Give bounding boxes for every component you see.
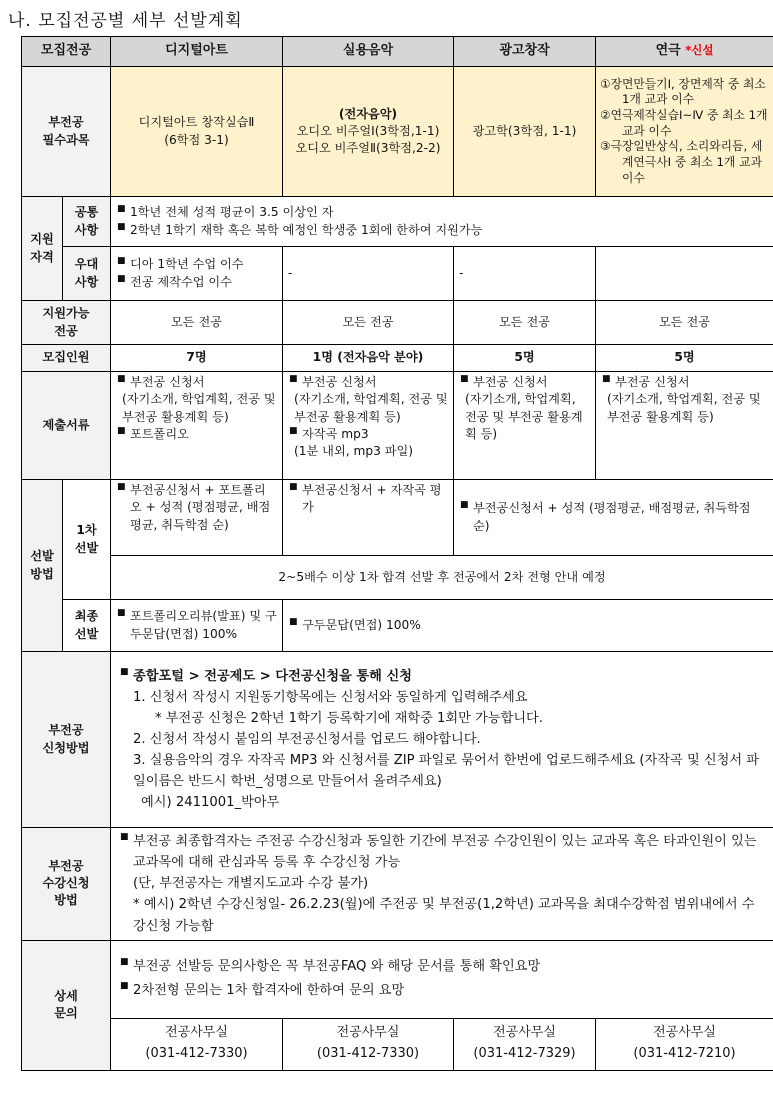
header-theater: 연극 *신설 <box>596 37 773 67</box>
office-row <box>22 1018 773 1070</box>
quota-label: 모집인원 <box>22 345 111 372</box>
first-selection-note-row <box>22 556 773 600</box>
documents-digital: ■ 부전공 신청서 (자기소개, 학업계획, 전공 및 부전공 활용계획 등) ■ 포트폴리오 <box>111 372 283 480</box>
selection-label: 선발 방법 <box>22 480 63 652</box>
office-phone: (031-412-7330) <box>316 1046 420 1062</box>
required-row <box>22 67 773 197</box>
header-digital-art: 디지털아트 <box>111 37 283 67</box>
preference-row <box>22 247 773 301</box>
common-row <box>22 197 773 247</box>
required-label: 부전공 필수과목 <box>22 67 111 197</box>
contact-row <box>22 940 773 1018</box>
office-digital: 전공사무실 (031-412-7330) <box>111 1018 283 1070</box>
preference-label: 우대 사항 <box>63 247 111 301</box>
eligible-music: 모든 전공 <box>283 301 454 345</box>
office-theater: 전공사무실 (031-412-7210) <box>596 1018 773 1070</box>
first-selection-digital: ■ 부전공신청서 + 포트폴리오 + 성적 (평점평균, 배점평균, 취득학점 순) <box>111 480 283 556</box>
eligible-ad: 모든 전공 <box>454 301 596 345</box>
qualification-label: 지원 자격 <box>22 197 63 301</box>
preference-digital: ■ 디아 1학년 수업 이수 ■ 전공 제작수업 이수 <box>111 247 283 301</box>
preference-ad: - <box>454 247 596 301</box>
preference-theater <box>596 247 773 301</box>
eligible-digital: 모든 전공 <box>111 301 283 345</box>
selection-plan-table <box>21 36 773 1071</box>
header-major-label: 모집전공 <box>22 37 111 67</box>
documents-label: 제출서류 <box>22 372 111 480</box>
apply-row <box>22 652 773 828</box>
final-selection-label: 최종 선발 <box>63 600 111 652</box>
course-reg-row <box>22 828 773 941</box>
office-phone: (031-412-7330) <box>145 1046 248 1062</box>
quota-digital: 7명 <box>111 345 283 372</box>
quota-music: 1명 (전자음악 분야) <box>283 345 454 372</box>
documents-theater: ■ 부전공 신청서 (자기소개, 학업계획, 전공 및 부전공 활용계획 등) <box>596 372 773 480</box>
final-selection-row <box>22 600 773 652</box>
first-selection-note: 2~5배수 이상 1차 합격 선발 후 전공에서 2차 전형 안내 예정 <box>111 556 773 600</box>
contact-notes: ■ 부전공 선발등 문의사항은 꼭 부전공FAQ 와 해당 문서를 통해 확인요망 ■ 2차전형 문의는 1차 합격자에 한하여 문의 요망 <box>111 940 773 1018</box>
documents-row <box>22 372 773 480</box>
new-tag: *신설 <box>685 43 714 58</box>
documents-music: ■ 부전공 신청서 (자기소개, 학업계획, 전공 및 부전공 활용계획 등) ■ 자작곡 mp3 (1분 내외, mp3 파일) <box>283 372 454 480</box>
first-selection-row <box>22 480 773 556</box>
header-applied-music: 실용음악 <box>283 37 454 67</box>
first-selection-ad-theater: ■ 부전공신청서 + 성적 (평점평균, 배점평균, 취득학점 순) <box>454 480 773 556</box>
apply-label: 부전공 신청방법 <box>22 652 111 828</box>
contact-label: 상세 문의 <box>22 940 111 1070</box>
page-title: 나. 모집전공별 세부 선발계획 <box>8 11 243 31</box>
required-theater: ①장면만들기Ⅰ, 장면제작 중 최소 1개 교과 이수 ②연극제작실습Ⅰ~Ⅳ 중 최소 1개교과 이수 ③극장일반상식, 소리와리듬, 세계연극사Ⅰ 중 최소 1개 교과 이수 <box>596 67 773 197</box>
required-ad: 광고학(3학점, 1-1) <box>454 67 596 197</box>
apply-method: ■ 종합포털 > 전공제도 > 다전공신청을 통해 신청 1. 신청서 작성시 지원동기항목에는 신청서와 동일하게 입력해주세요 * 부전공 신청은 2학년 1학기 등록학기에 재학중 1회만 가능합니다. 2. 신청서 작성시 붙임의 부전공신청서를 업로드 해야합니다. 3. 실용음악의 경우 자작곡 MP3 와 신청서를 ZIP 파일로 묶어서 한번에 업로드해주세요 (자작곡 및 신청서 파일이름은 반드시 학번_성명으로 만들어서 올려주세요) 예시) 2411001_박아무 <box>111 652 773 828</box>
office-ad: 전공사무실 (031-412-7329) <box>454 1018 596 1070</box>
header-ad-creation: 광고창작 <box>454 37 596 67</box>
first-selection-music: ■ 부전공신청서 + 자작곡 평가 <box>283 480 454 556</box>
office-phone: (031-412-7210) <box>633 1046 736 1062</box>
final-selection-other: ■ 구두문답(면접) 100% <box>283 600 773 652</box>
final-selection-digital: ■ 포트폴리오리뷰(발표) 및 구두문답(면접) 100% <box>111 600 283 652</box>
quota-ad: 5명 <box>454 345 596 372</box>
course-reg-label: 부전공 수강신청 방법 <box>22 828 111 941</box>
office-phone: (031-412-7329) <box>473 1046 576 1062</box>
required-digital: 디지털아트 창작실습Ⅱ (6학점 3-1) <box>111 67 283 197</box>
quota-theater: 5명 <box>596 345 773 372</box>
quota-row <box>22 345 773 372</box>
first-selection-label: 1차 선발 <box>63 480 111 600</box>
documents-ad: ■ 부전공 신청서 (자기소개, 학업계획, 전공 및 부전공 활용계획 등) <box>454 372 596 480</box>
required-music: (전자음악) 오디오 비주얼Ⅰ(3학점,1-1) 오디오 비주얼Ⅱ(3학점,2-2) <box>283 67 454 197</box>
header-row <box>22 37 773 67</box>
common-requirements: ■ 1학년 전체 성적 평균이 3.5 이상인 자 ■ 2학년 1학기 재학 혹은 복학 예정인 학생중 1회에 한하여 지원가능 <box>111 197 773 247</box>
course-reg-method: ■ 부전공 최종합격자는 주전공 수강신청과 동일한 기간에 부전공 수강인원이 있는 교과목 혹은 타과인원이 있는 교과목에 대해 관심과목 등록 후 수강신청 가능 (단, 부전공자는 개별지도교과 수강 불가) * 예시) 2학년 수강신청일- 26.2.23(월)에 주전공 및 부전공(1,2학년) 교과목을 최대수강학점 범위내에서 수강신청 가능함 <box>111 828 773 941</box>
eligible-theater: 모든 전공 <box>596 301 773 345</box>
eligible-label: 지원가능 전공 <box>22 301 111 345</box>
preference-music: - <box>283 247 454 301</box>
office-music: 전공사무실 (031-412-7330) <box>283 1018 454 1070</box>
eligible-row <box>22 301 773 345</box>
common-label: 공통 사항 <box>63 197 111 247</box>
